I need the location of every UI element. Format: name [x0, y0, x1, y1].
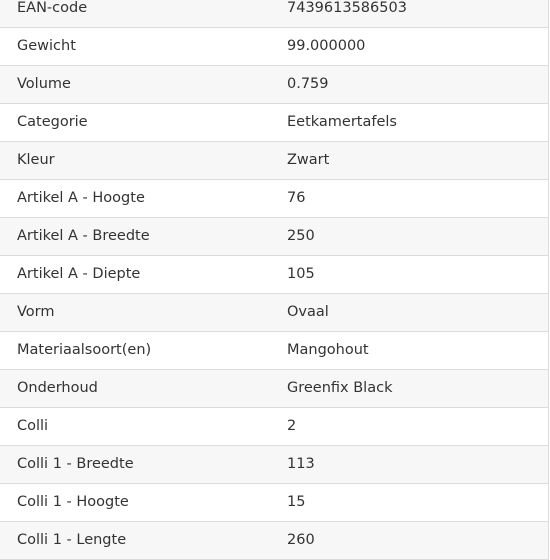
spec-value: 99.000000: [287, 38, 366, 54]
spec-row-colli: [0, 408, 548, 446]
spec-value: Ovaal: [287, 304, 329, 320]
spec-value: 2: [287, 418, 297, 434]
spec-label: Volume: [17, 76, 71, 92]
spec-row-artikel-a-diepte: [0, 256, 548, 294]
spec-label: Colli: [17, 418, 49, 434]
spec-label: Artikel A - Breedte: [17, 228, 150, 244]
spec-value: 260: [287, 532, 315, 548]
spec-value: 15: [287, 494, 306, 510]
spec-value: Eetkamertafels: [287, 114, 397, 130]
spec-value: Mangohout: [287, 342, 369, 358]
spec-label: EAN-code: [17, 0, 88, 16]
spec-row-materiaalsoort: [0, 332, 548, 370]
spec-label: Materiaalsoort(en): [17, 342, 152, 358]
spec-row-ean-code: [0, 0, 548, 28]
spec-label: Colli 1 - Hoogte: [17, 494, 129, 510]
spec-value: Greenfix Black: [287, 380, 393, 396]
spec-label: Artikel A - Diepte: [17, 266, 141, 282]
spec-value: 76: [287, 190, 306, 206]
spec-label: Categorie: [17, 114, 88, 130]
spec-row-vorm: [0, 294, 548, 332]
spec-value: 7439613586503: [287, 0, 407, 16]
spec-label: Kleur: [17, 152, 55, 168]
spec-label: Colli 1 - Breedte: [17, 456, 134, 472]
spec-label: Vorm: [17, 304, 55, 320]
spec-row-colli-1-breedte: [0, 446, 548, 484]
spec-row-gewicht: [0, 28, 548, 66]
spec-value: Zwart: [287, 152, 330, 168]
spec-value: 250: [287, 228, 315, 244]
spec-row-artikel-a-hoogte: [0, 180, 548, 218]
spec-label: Gewicht: [17, 38, 76, 54]
spec-value: 113: [287, 456, 315, 472]
spec-row-artikel-a-breedte: [0, 218, 548, 256]
spec-row-colli-1-lengte: [0, 522, 548, 560]
spec-row-onderhoud: [0, 370, 548, 408]
spec-value: 105: [287, 266, 315, 282]
spec-row-kleur: [0, 142, 548, 180]
spec-row-categorie: [0, 104, 548, 142]
spec-label: Onderhoud: [17, 380, 98, 396]
spec-label: Artikel A - Hoogte: [17, 190, 145, 206]
spec-label: Colli 1 - Lengte: [17, 532, 127, 548]
spec-row-volume: [0, 66, 548, 104]
spec-value: 0.759: [287, 76, 329, 92]
spec-row-colli-1-hoogte: [0, 484, 548, 522]
